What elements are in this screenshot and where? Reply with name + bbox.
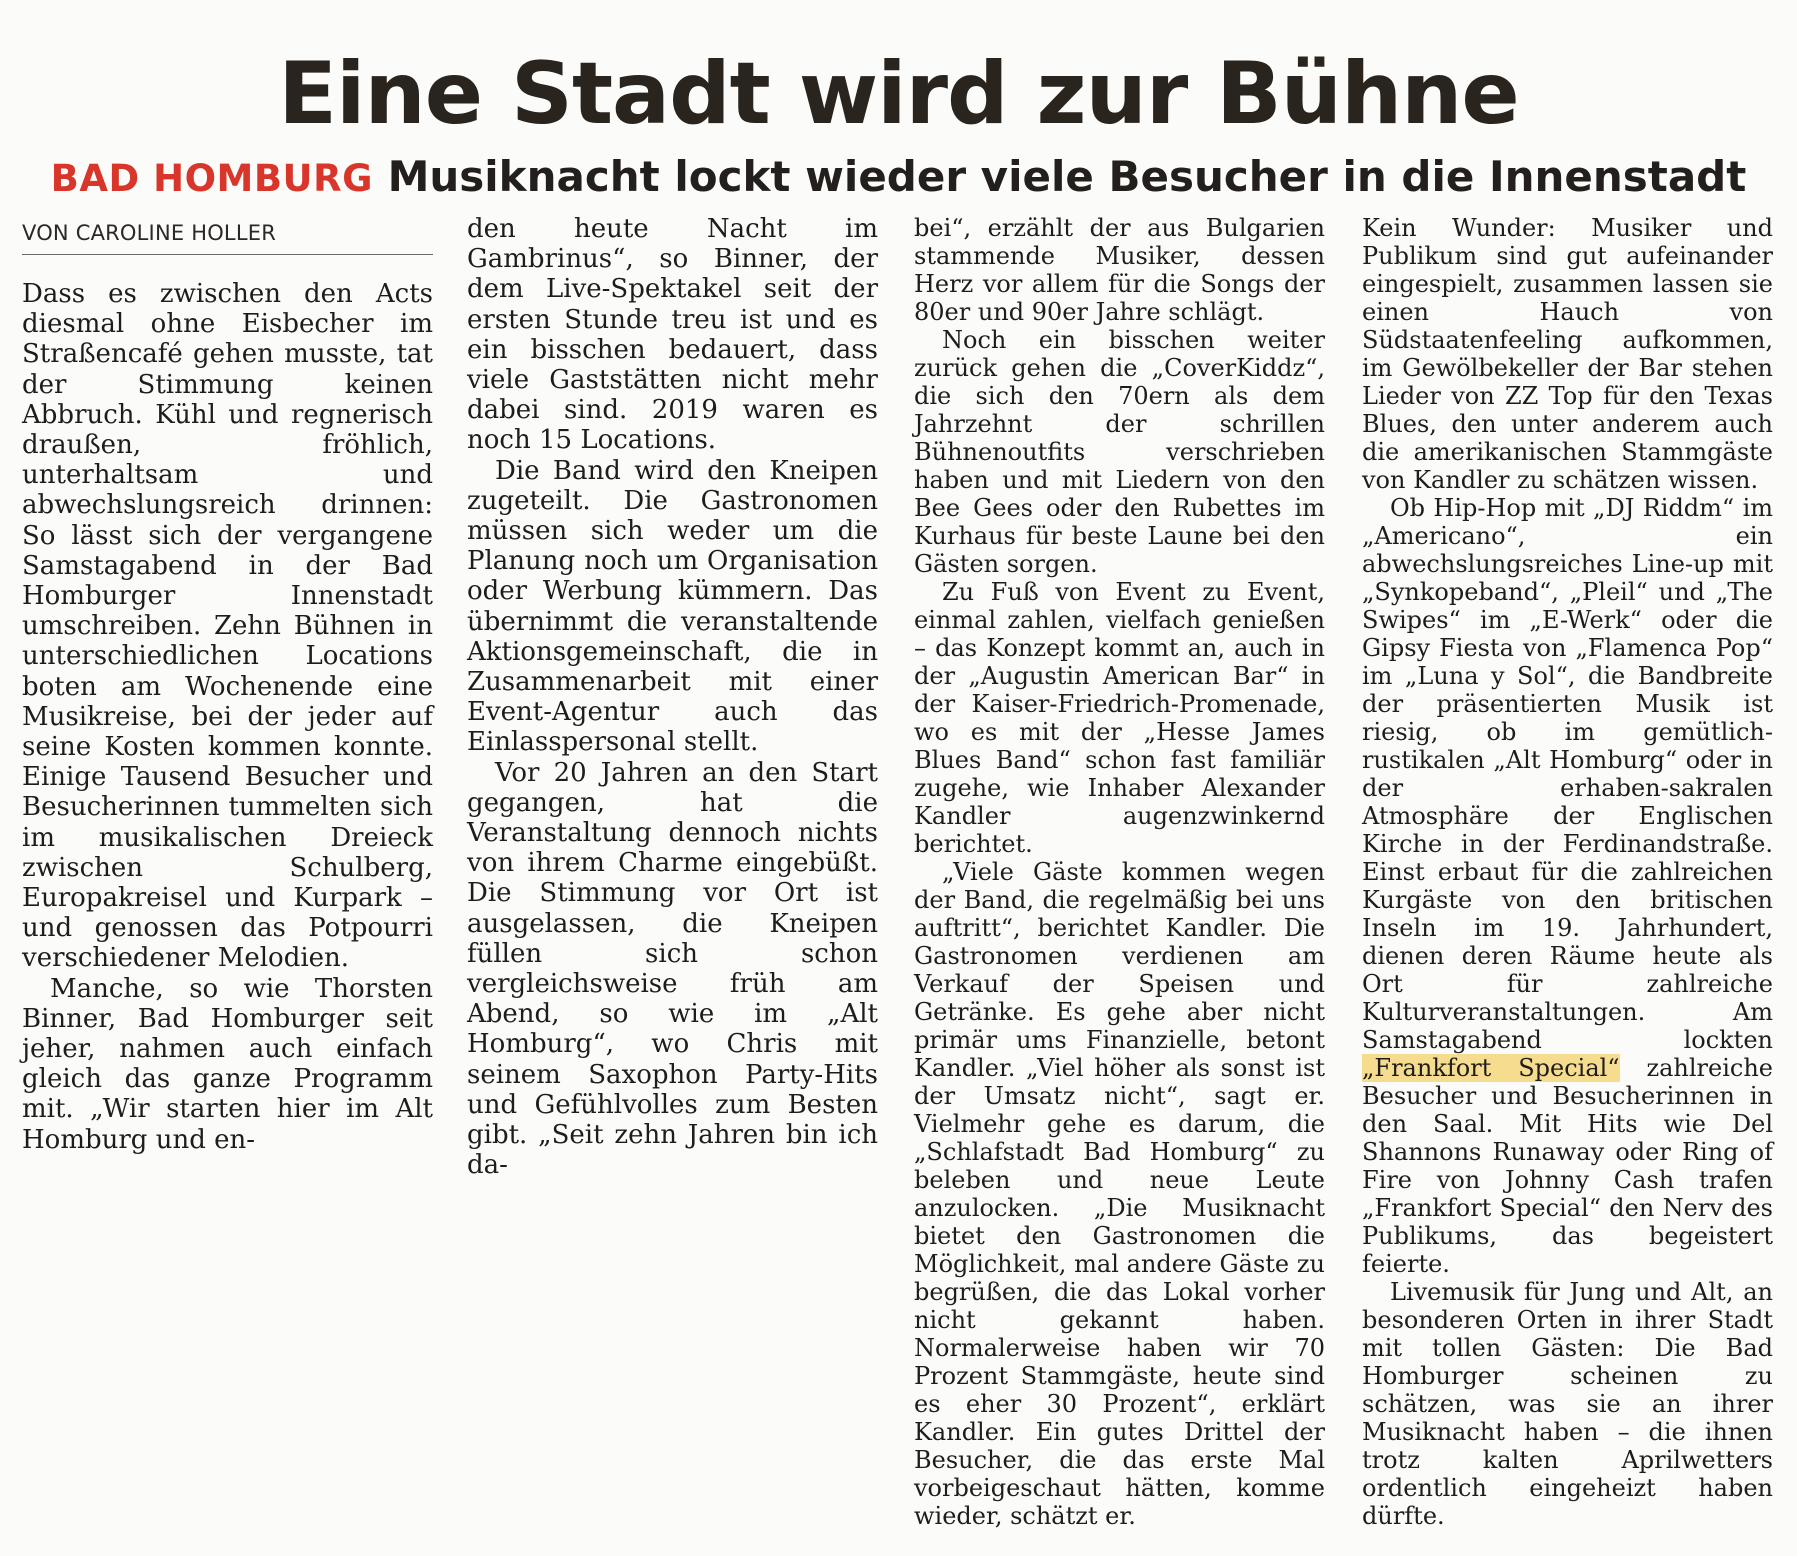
paragraph: Die Band wird den Kneipen zugeteilt. Die Gastronomen müssen sich weder um die Planung noch um Organisation oder Werbung kümmern. Das übernimmt die veranstaltende Aktionsgemeinschaft, die in Zusammenarbeit mit einer Event-Agentur auch das Einlasspersonal stellt. <box>467 455 878 758</box>
paragraph: Manche, so wie Thorsten Binner, Bad Homburger seit jeher, nahmen auch einfach gleich das ganze Programm mit. „Wir starten hier im Alt Homburg und en- <box>22 973 433 1155</box>
article-column-2 <box>467 214 878 1181</box>
paragraph: Noch ein bisschen weiter zurück gehen die „CoverKiddz“, die sich den 70ern als dem Jahrzehnt der schrillen Bühnenoutfits verschrieben haben und mit Liedern von den Bee Gees oder den Rubettes im Kurhaus für beste Laune bei den Gästen sorgen. <box>914 326 1325 578</box>
highlighted-band-name: „Frankfort Special“ <box>1362 1054 1620 1082</box>
paragraph: „Viele Gäste kommen wegen der Band, die regelmäßig bei uns auftritt“, berichtet Kandler. Die Gastronomen verdienen am Verkauf der Speisen und Getränke. Es gehe aber nicht primär ums Finanzielle, betont Kandler. „Viel höher als sonst ist der Umsatz nicht“, sagt er. Vielmehr gehe es darum, die „Schlafstadt Bad Homburg“ zu beleben und neue Leute anzulocken. „Die Musiknacht bietet den Gastronomen die Möglichkeit, mal andere Gäste zu begrüßen, die das Lokal vorher nicht gekannt haben. Normalerweise haben wir 70 Prozent Stammgäste, heute sind es eher 30 Prozent“, erklärt Kandler. Ein gutes Drittel der Besucher, die das erste Mal vorbeigeschaut hätten, komme wieder, schätzt er. <box>914 858 1325 1530</box>
paragraph: Dass es zwischen den Acts diesmal ohne Eisbecher im Straßencafé gehen musste, tat der Stimmung keinen Abbruch. Kühl und regnerisch draußen, fröhlich, unterhaltsam und abwechslungsreich drinnen: So lässt sich der vergangene Samstagabend in der Bad Homburger Innenstadt umschreiben. Zehn Bühnen in unterschiedlichen Locations boten am Wochenende eine Musikreise, bei der jeder auf seine Kosten kommen konnte. Einige Tausend Besucher und Besucherinnen tummelten sich im musikalischen Dreieck zwischen Schulberg, Europakreisel und Kurpark – und genossen das Potpourri verschiedener Melodien. <box>22 279 433 974</box>
article-column-4 <box>1362 214 1773 1530</box>
article-column-3 <box>914 214 1325 1530</box>
subheadline <box>0 148 1797 208</box>
article-column-1 <box>22 214 433 1155</box>
paragraph: den heute Nacht im Gambrinus“, so Binner, der dem Live-Spektakel seit der ersten Stunde treu ist und es ein bisschen bedauert, dass viele Gaststätten nicht mehr dabei sind. 2019 waren es noch 15 Locations. <box>467 214 878 456</box>
location-kicker: BAD HOMBURG <box>50 157 373 200</box>
paragraph: Livemusik für Jung und Alt, an besonderen Orten in ihrer Stadt mit tollen Gästen: Die Bad Homburger scheinen zu schätzen, was sie an ihrer Musiknacht haben – die ihnen trotz kalten Aprilwetters ordentlich eingeheizt haben dürfte. <box>1362 1278 1773 1530</box>
paragraph: Vor 20 Jahren an den Start gegangen, hat die Veranstaltung dennoch nichts von ihrem Charme eingebüßt. Die Stimmung vor Ort ist ausgelassen, die Kneipen füllen sich schon vergleichsweise früh am Abend, so wie im „Alt Homburg“, wo Chris mit seinem Saxophon Party-Hits und Gefühlvolles zum Besten gibt. „Seit zehn Jahren bin ich da- <box>467 757 878 1181</box>
byline: VON CAROLINE HOLLER <box>22 214 433 255</box>
paragraph <box>1362 494 1773 1278</box>
subheadline-text: Musiknacht lockt wieder viele Besucher in die Innenstadt <box>387 152 1747 201</box>
paragraph: Kein Wunder: Musiker und Publikum sind gut aufeinander eingespielt, zusammen lassen sie einen Hauch von Südstaatenfeeling aufkommen, im Gewölbekeller der Bar stehen Lieder von ZZ Top für den Texas Blues, den unter anderem auch die amerikanischen Stammgäste von Kandler zu schätzen wissen. <box>1362 214 1773 494</box>
paragraph: bei“, erzählt der aus Bulgarien stammende Musiker, dessen Herz vor allem für die Songs der 80er und 90er Jahre schlägt. <box>914 214 1325 326</box>
headline: Eine Stadt wird zur Bühne <box>278 44 1519 144</box>
paragraph-text: Ob Hip-Hop mit „DJ Riddm“ im „Americano“, ein abwechslungsreiches Line-up mit „Synkopeband“, „Pleil“ und „The Swipes“ im „E-Werk“ oder die Gipsy Fiesta von „Flamenca Pop“ im „Luna y Sol“, die Bandbreite der präsentierten Musik ist riesig, ob im gemütlich-rustikalen „Alt Homburg“ oder in der erhaben-sakralen Atmosphäre der Englischen Kirche in der Ferdinandstraße. Einst erbaut für die zahlreichen Kurgäste von den britischen Inseln im 19. Jahrhundert, dienen deren Räume heute als Ort für zahlreiche Kulturveranstaltungen. Am Samstagabend lockten <box>1362 494 1773 1054</box>
paragraph: Zu Fuß von Event zu Event, einmal zahlen, vielfach genießen – das Konzept kommt an, auch in der „Augustin American Bar“ in der Kaiser-Friedrich-Promenade, wo es mit der „Hesse James Blues Band“ schon fast familiär zugehe, wie Inhaber Alexander Kandler augenzwinkernd berichtet. <box>914 578 1325 858</box>
paragraph-text: zahlreiche Besucher und Besucherinnen in den Saal. Mit Hits wie Del Shannons Runaway oder Ring of Fire von Johnny Cash trafen „Frankfort Special“ den Nerv des Publikums, das begeistert feierte. <box>1362 1054 1773 1278</box>
